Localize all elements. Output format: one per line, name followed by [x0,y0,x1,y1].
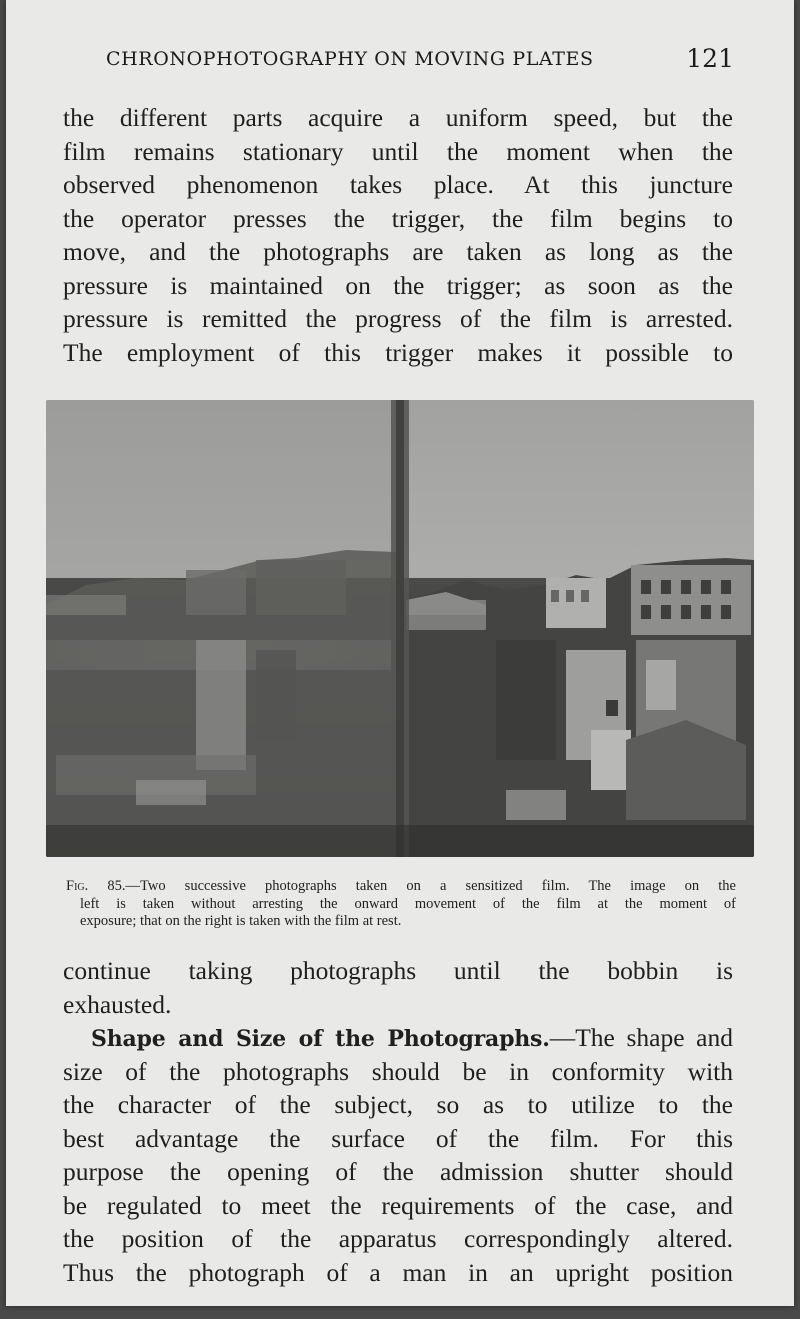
text-line: best advantage the surface of the film. For this [63,1123,733,1153]
text-line: continue taking photographs until the bobbin is [63,956,733,985]
caption-text: —Two successive photographs taken on a sensitized film. The image on the [125,878,736,894]
section-heading: Shape and Size of the Photographs. [91,1026,550,1052]
rooftop-photograph [46,400,754,857]
text-line: the operator presses the trigger, the film begins to [63,203,733,233]
figure-photograph [46,400,754,857]
text-line: exhausted. [63,989,172,1019]
caption-line [66,878,736,896]
text-line: The employment of this trigger makes it possible to [63,337,733,367]
text-line: pressure is maintained on the trigger; as soon as the [63,270,733,300]
text-line: film remains stationary until the moment when the [63,136,733,166]
figure-caption [66,878,736,931]
paragraph-bottom [63,954,733,1289]
text-line: pressure is remitted the progress of the film is arrested. [63,304,733,333]
paragraph-top [63,101,733,369]
text-line: size of the photographs should be in conformity with [63,1056,733,1086]
section-text: —The shape and [549,1023,733,1052]
text-line: the different parts acquire a uniform speed, but the [63,103,733,132]
text-line: Thus the photograph of a man in an upright position [63,1257,733,1287]
book-page [6,0,794,1306]
caption-line: exposure; that on the right is taken with the film at rest. [80,913,402,929]
section-first-line [63,1021,733,1055]
text-line: purpose the opening of the admission shutter should [63,1157,733,1186]
text-line: the character of the subject, so as to utilize to the [63,1090,733,1119]
caption-line: left is taken without arresting the onward movement of the film at the moment of [80,895,736,912]
figure-label: Fig. 85. [66,878,126,894]
running-title: CHRONOPHOTOGRAPHY ON MOVING PLATES [106,48,594,70]
text-line: move, and the photographs are taken as long as the [63,237,733,266]
text-line: be regulated to meet the requirements of the case, and [63,1190,733,1220]
page-number: 121 [686,44,734,73]
text-line: observed phenomenon takes place. At this juncture [63,170,733,199]
running-head [106,44,734,74]
text-line: the position of the apparatus correspondingly altered. [63,1224,733,1253]
